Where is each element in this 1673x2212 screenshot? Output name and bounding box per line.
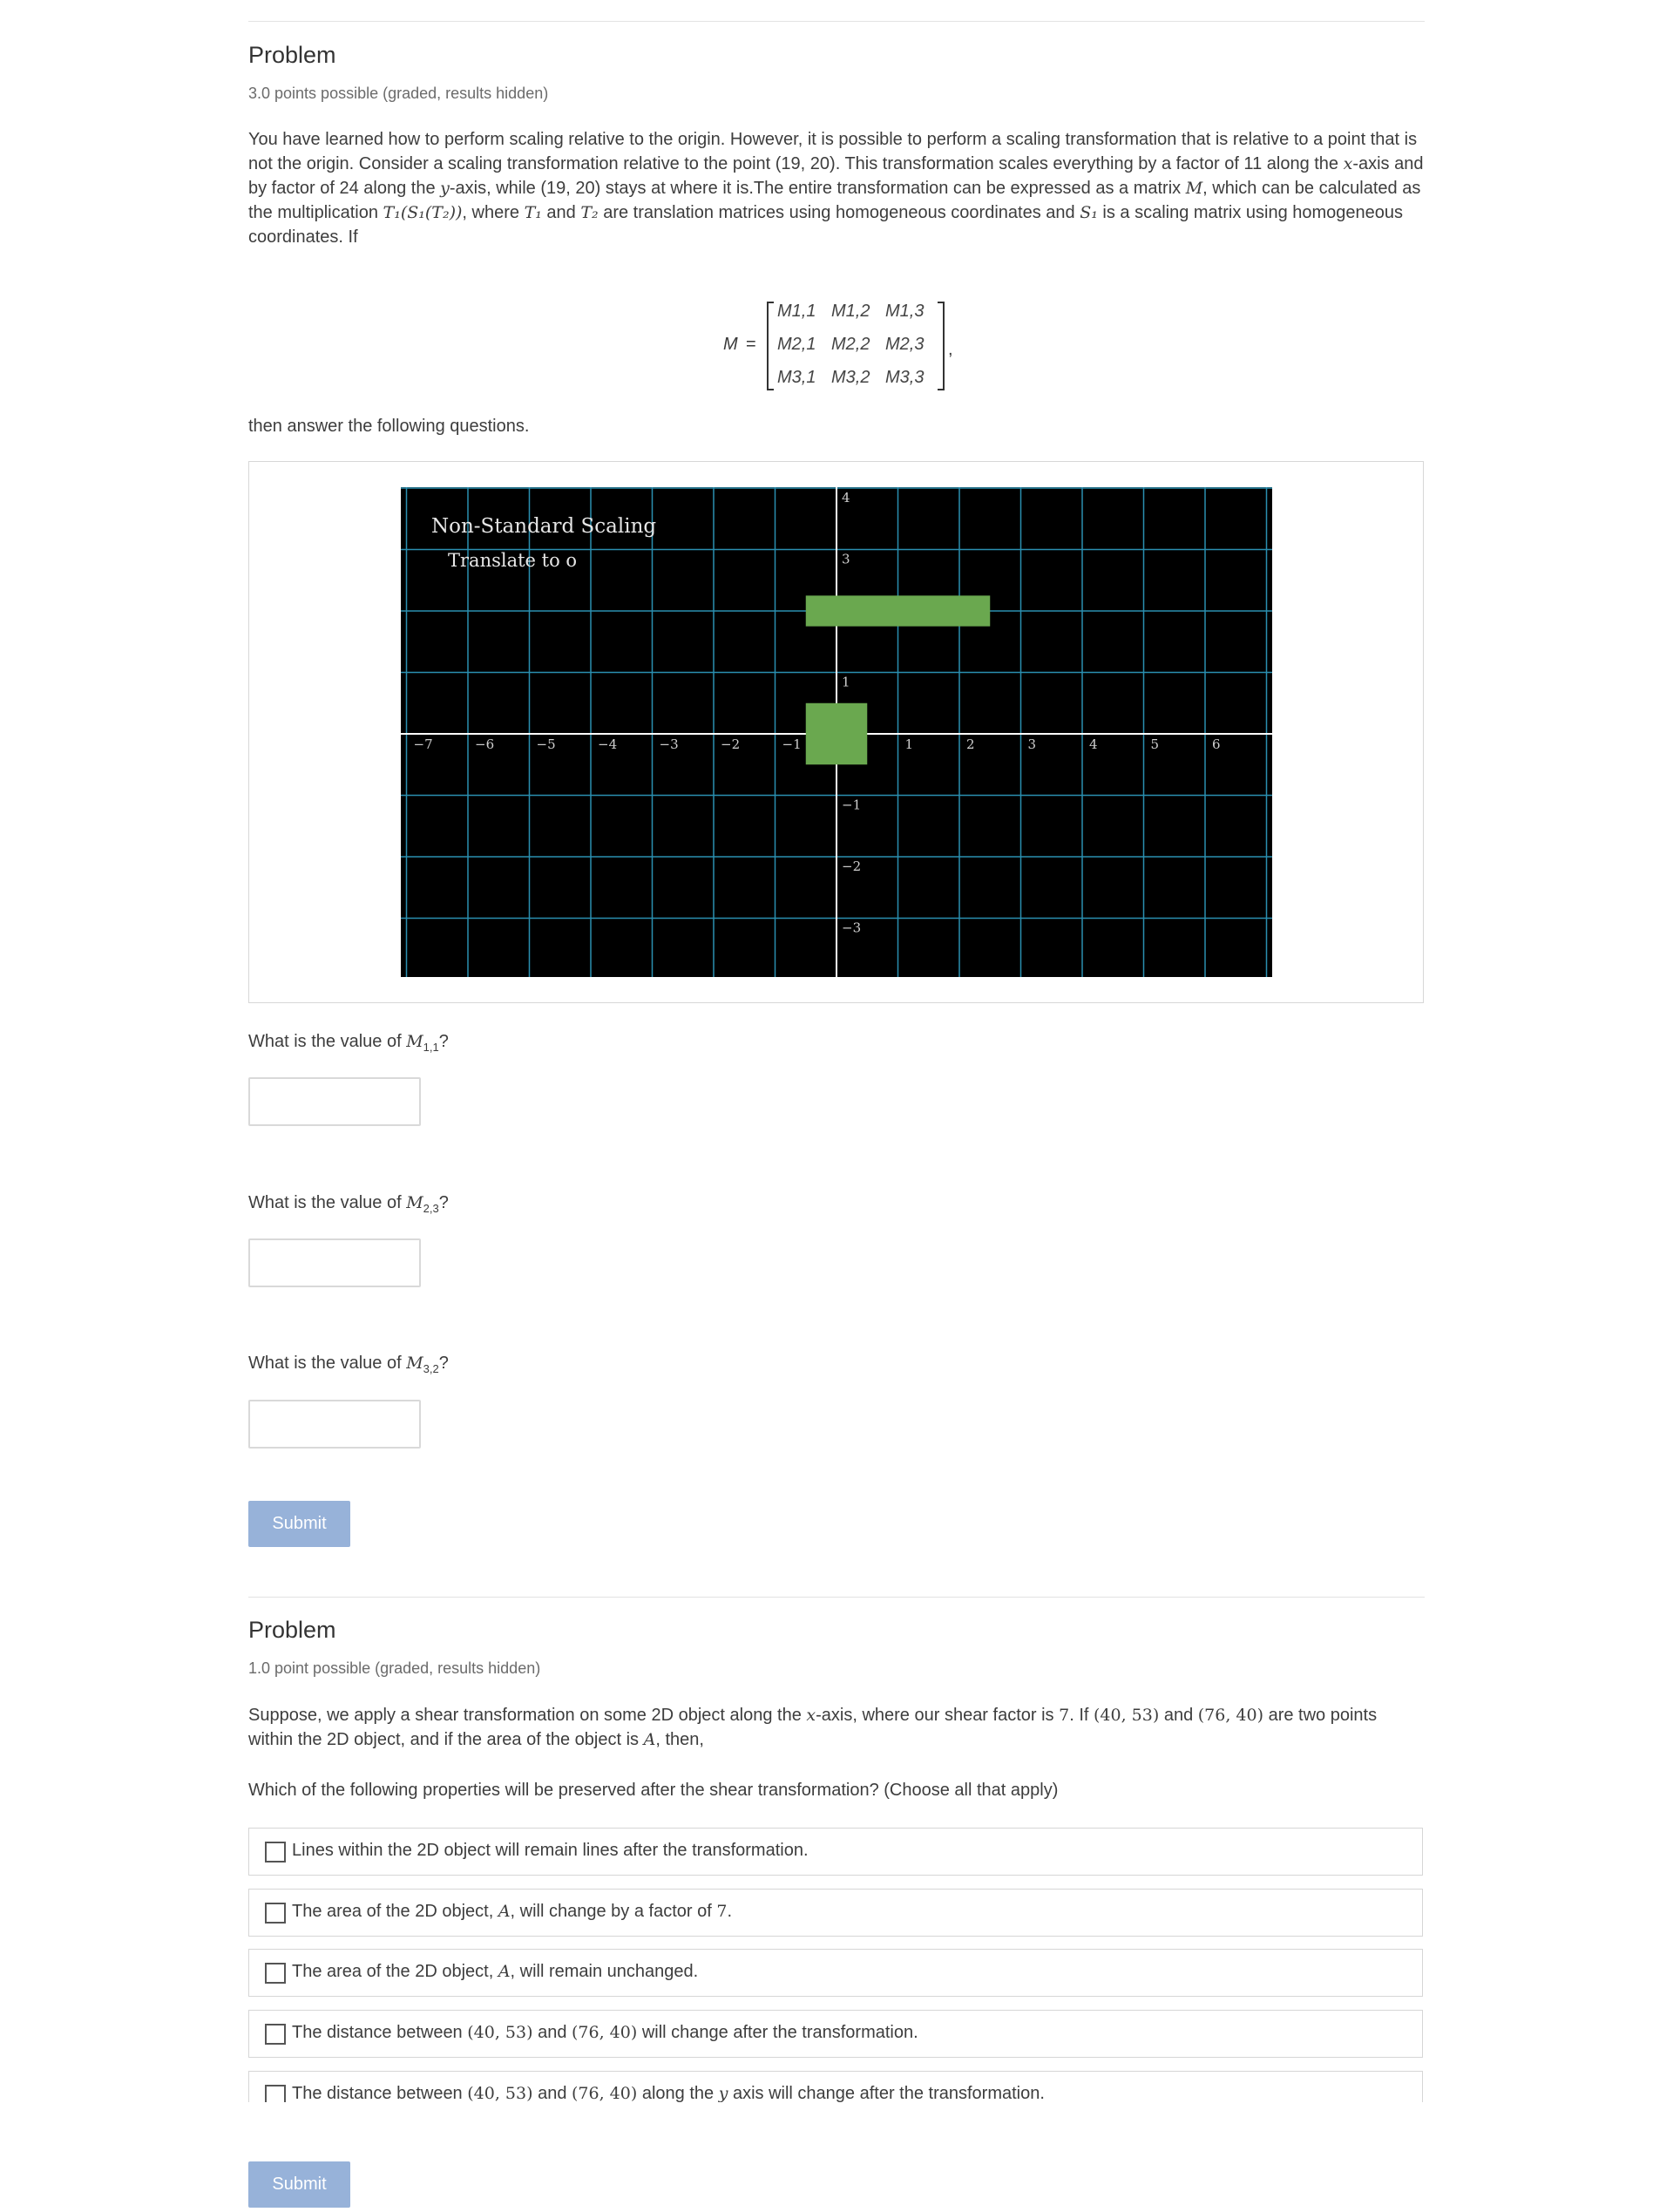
problem-divider <box>248 1597 1425 1598</box>
matrix-cell-3-1: M3,1 <box>777 368 816 387</box>
problem-1-intro: You have learned how to perform scaling relative to the origin. However, it is possible to perform a scaling transformation that is relative to a point that is not the origin. Consider a scaling transformation relative to the point (19, 20). This transformation scales everything by a factor of 11 along the x-axis and by factor of 24 along the y-axis, while (19, 20) stays at where it is.The entire transformation can be expressed as a matrix M, which can be calculated as the multiplication T₁(S₁(T₂)), where T₁ and T₂ are translation matrices using homogeneous coordinates and S₁ is a scaling matrix using homogeneous coordinates. If <box>248 130 1424 247</box>
x-tick-label: −5 <box>536 736 556 752</box>
problem-1-title: Problem <box>248 42 336 68</box>
unit-square-shape <box>806 703 868 765</box>
y-tick-label: 3 <box>842 551 850 567</box>
x-tick-label: −4 <box>598 736 618 752</box>
matrix-left-bracket <box>767 302 774 390</box>
x-tick-label: 4 <box>1089 736 1098 752</box>
scaling-animation-frame <box>401 487 1272 977</box>
y-tick-label: −1 <box>842 797 862 813</box>
figure-title: Non-Standard Scaling <box>431 515 657 538</box>
answer-input-m32[interactable] <box>248 1400 421 1449</box>
scaling-figure <box>401 487 1272 977</box>
matrix-comma: , <box>948 340 953 359</box>
figure-frame <box>248 461 1424 1003</box>
matrix-cell-2-1: M2,1 <box>777 335 816 354</box>
problem-2-prompt: Which of the following properties will be preserved after the shear transformation? (Choose all that apply) <box>248 1781 1059 1800</box>
submit-button-problem-1[interactable]: Submit <box>248 1501 350 1547</box>
matrix-equals: = <box>746 335 756 354</box>
x-tick-label: 3 <box>1027 736 1037 752</box>
checkbox[interactable] <box>265 2024 286 2045</box>
problem-2-title: Problem <box>248 1617 336 1643</box>
choice-lines-remain-lines[interactable] <box>248 1828 1423 1876</box>
matrix-cell-2-3: M2,3 <box>885 335 925 354</box>
choices-scroll-clip <box>0 2050 1673 2102</box>
matrix-cell-3-2: M3,2 <box>831 368 870 387</box>
choice-area-change-factor[interactable] <box>248 1889 1423 1937</box>
matrix-cell-1-1: M1,1 <box>777 302 816 321</box>
choice-label: Lines within the 2D object will remain lines after the transformation. <box>292 1841 809 1860</box>
x-tick-label: −2 <box>721 736 741 752</box>
x-tick-label: −7 <box>413 736 433 752</box>
question-m23: What is the value of $M_{2,3}$? <box>248 1193 449 1215</box>
problem-2-points: 1.0 point possible (graded, results hidden) <box>248 1659 541 1677</box>
choice-distance-y-change[interactable] <box>248 2071 1423 2102</box>
y-tick-label: −2 <box>842 858 862 874</box>
y-tick-label: 1 <box>842 674 850 690</box>
choice-label: The distance between (40, 53) and (76, 40) along the y axis will change after the transformation. <box>292 2084 1045 2102</box>
x-tick-label: 5 <box>1150 736 1160 752</box>
x-tick-label: 6 <box>1212 736 1221 752</box>
choice-area-unchanged[interactable] <box>248 1949 1423 1997</box>
answer-input-m11[interactable] <box>248 1077 421 1126</box>
matrix-cell-3-3: M3,3 <box>885 368 925 387</box>
x-tick-label: −3 <box>659 736 679 752</box>
question-m32: What is the value of $M_{3,2}$? <box>248 1354 449 1375</box>
choice-label: The area of the 2D object, A, will change by a factor of 7. <box>292 1902 732 1921</box>
x-tick-label: −6 <box>475 736 495 752</box>
matrix-label: M <box>723 335 738 354</box>
x-tick-label: 2 <box>966 736 975 752</box>
x-tick-label: −1 <box>782 736 802 752</box>
checkbox[interactable] <box>265 1842 286 1863</box>
scaled-rectangle-shape <box>806 595 991 626</box>
matrix-cell-1-3: M1,3 <box>885 302 925 321</box>
matrix-right-bracket <box>938 302 945 390</box>
checkbox[interactable] <box>265 2085 286 2102</box>
problem-1-followup: then answer the following questions. <box>248 417 530 436</box>
checkbox[interactable] <box>265 1903 286 1924</box>
answer-input-m23[interactable] <box>248 1238 421 1287</box>
figure-subtitle: Translate to o <box>448 550 578 571</box>
y-tick-label: 4 <box>842 490 850 506</box>
matrix-definition <box>723 296 967 397</box>
checkbox[interactable] <box>265 1963 286 1984</box>
x-tick-label: 1 <box>904 736 914 752</box>
y-tick-label: −3 <box>842 919 862 936</box>
question-m11: What is the value of $M_{1,1}$? <box>248 1032 449 1054</box>
submit-button-problem-2[interactable]: Submit <box>248 2161 350 2208</box>
problem-2-intro: Suppose, we apply a shear transformation on some 2D object along the x-axis, where our shear factor is 7. If (40, 53) and (76, 40) are two points within the 2D object, and if the area of the object is A, then, <box>248 1706 1378 1749</box>
choice-label: The area of the 2D object, A, will remain unchanged. <box>292 1962 699 1981</box>
problem-1-points: 3.0 points possible (graded, results hidden) <box>248 85 549 102</box>
matrix-cell-1-2: M1,2 <box>831 302 870 321</box>
choice-label: The distance between (40, 53) and (76, 40) will change after the transformation. <box>292 2023 918 2042</box>
top-divider <box>248 21 1425 22</box>
matrix-cell-2-2: M2,2 <box>831 335 870 354</box>
